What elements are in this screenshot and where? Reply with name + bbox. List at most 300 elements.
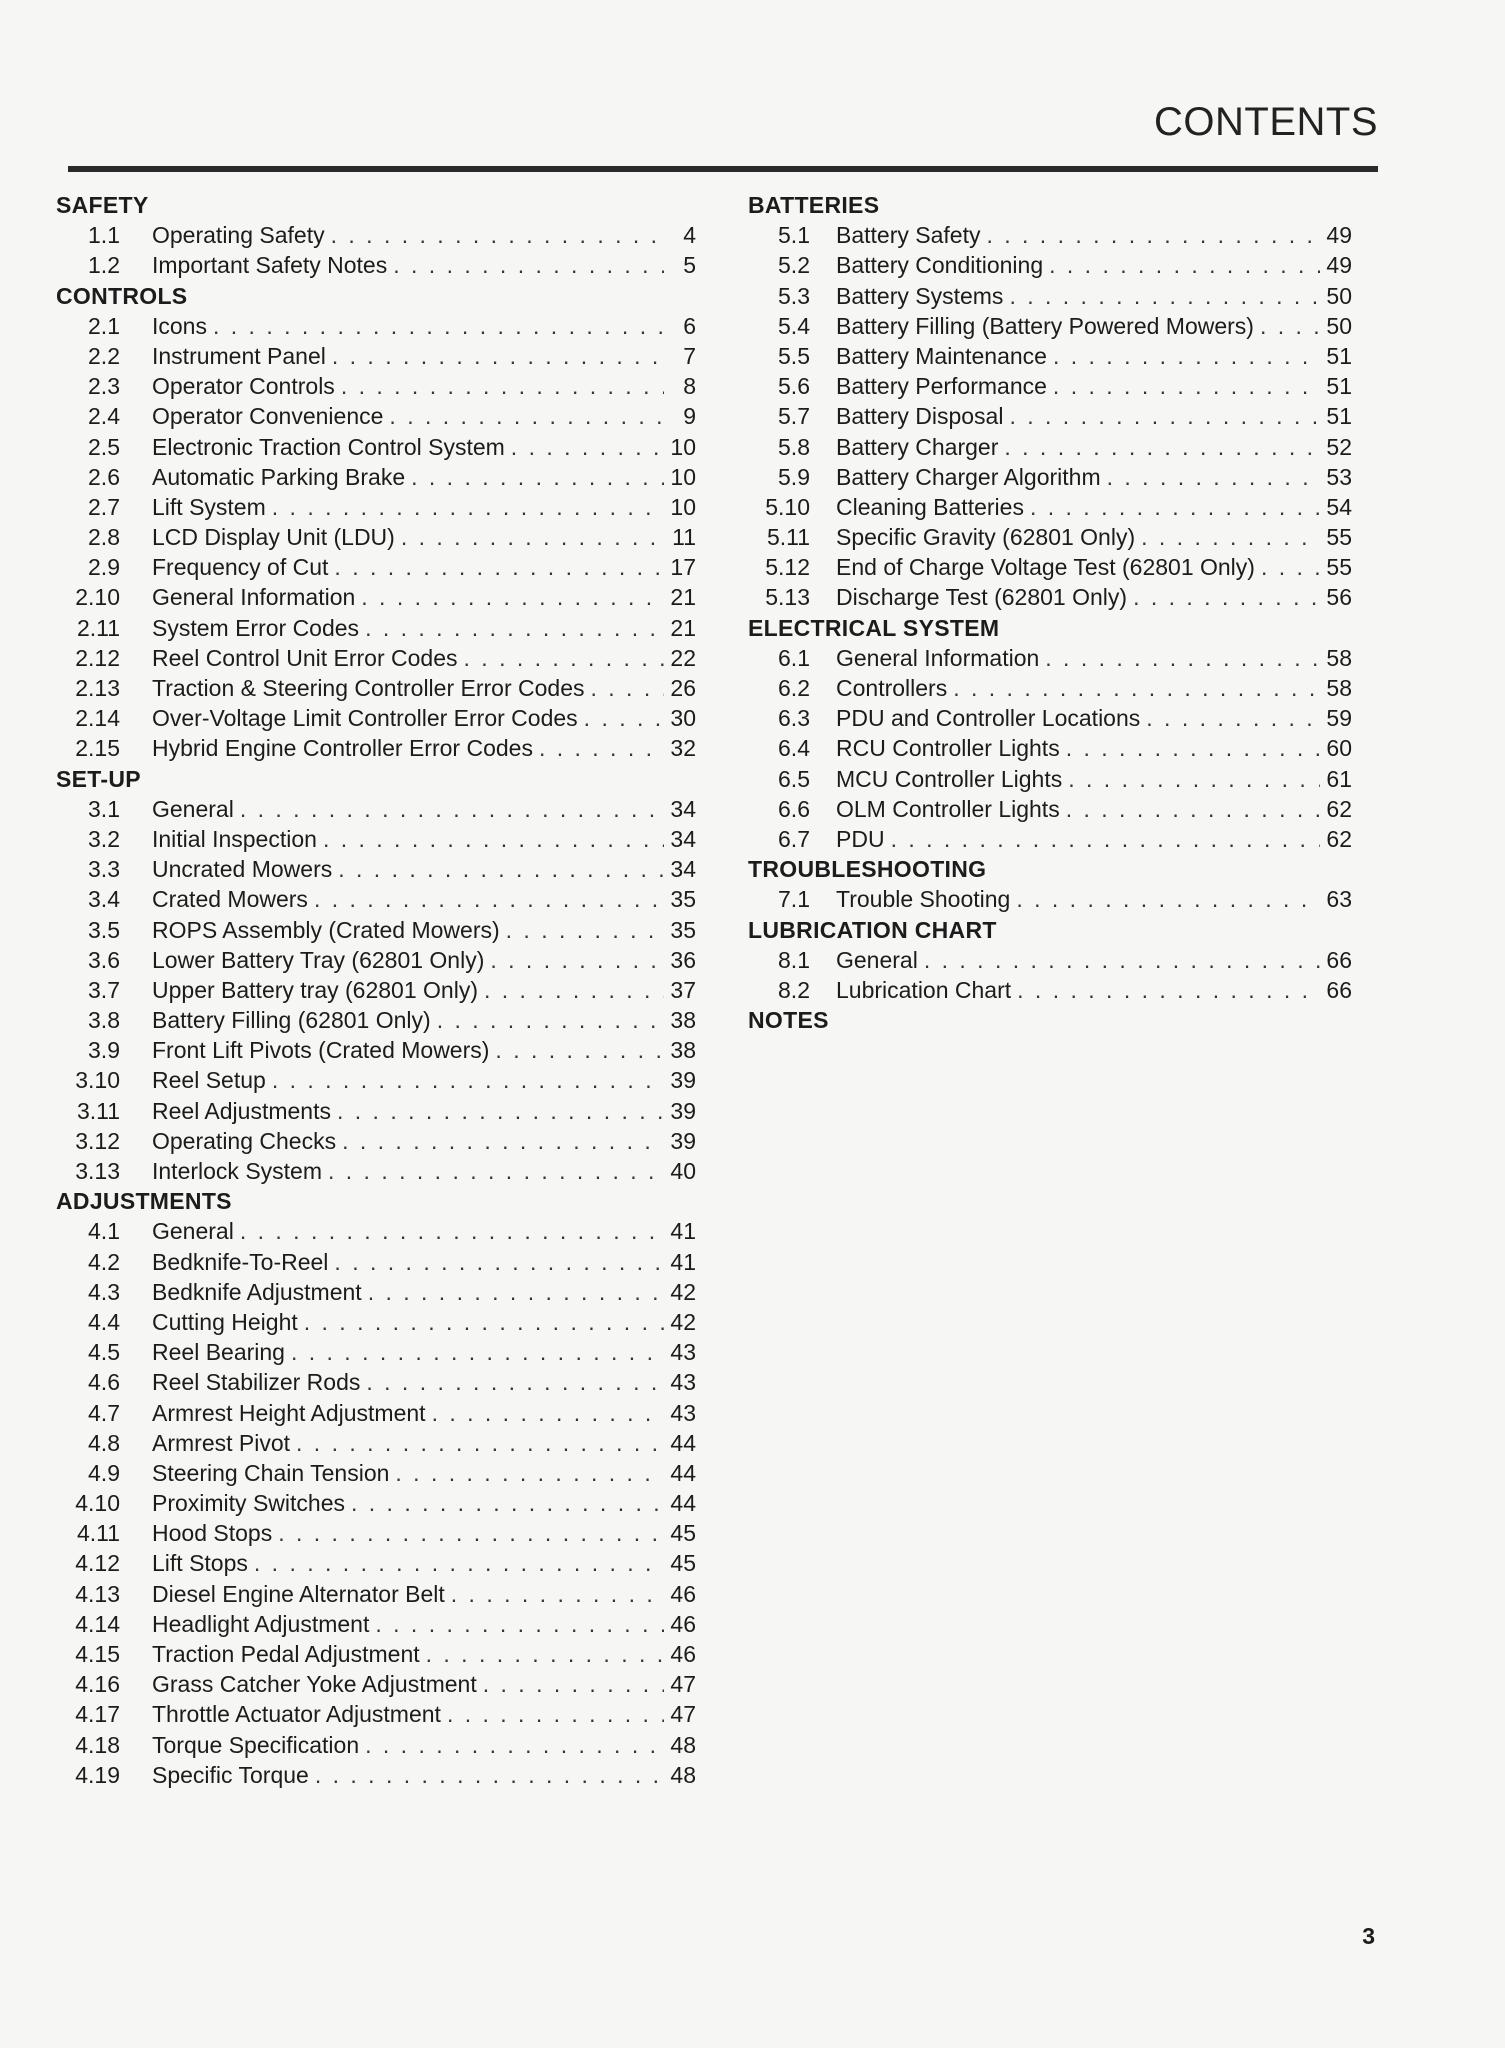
toc-entry[interactable] — [748, 220, 1352, 250]
entry-number: 4.3 — [88, 1278, 120, 1305]
dot-leader — [447, 1699, 664, 1729]
entry-number: 4.2 — [88, 1248, 120, 1275]
toc-entry[interactable] — [56, 915, 696, 945]
section-heading-adjustments[interactable]: ADJUSTMENTS — [56, 1188, 232, 1215]
entry-label: Battery Performance — [836, 373, 1047, 400]
dot-leader — [437, 1005, 664, 1035]
toc-entry[interactable] — [56, 1367, 696, 1397]
toc-entry[interactable] — [748, 733, 1352, 763]
dot-leader — [351, 1488, 664, 1518]
entry-page-number: 35 — [670, 886, 696, 913]
entry-page-number: 58 — [1326, 644, 1352, 671]
dot-leader — [953, 673, 1320, 703]
toc-entry[interactable] — [56, 1639, 696, 1669]
toc-entry[interactable] — [56, 1488, 696, 1518]
entry-label: Instrument Panel — [152, 342, 326, 369]
dot-leader — [296, 1428, 664, 1458]
toc-entry[interactable] — [56, 1609, 696, 1639]
section-heading-safety[interactable]: SAFETY — [56, 192, 149, 218]
entry-page-number: 10 — [670, 433, 696, 460]
entry-label: Interlock System — [152, 1158, 322, 1184]
toc-entry[interactable] — [56, 1337, 696, 1367]
entry-number: 4.17 — [75, 1701, 120, 1728]
entry-label: Trouble Shooting — [836, 886, 1011, 913]
entry-number: 2.15 — [75, 735, 120, 762]
entry-page-number: 39 — [670, 1097, 696, 1124]
toc-entry[interactable] — [748, 643, 1352, 673]
toc-entry[interactable] — [56, 1065, 696, 1095]
toc-entry[interactable] — [748, 432, 1352, 462]
entry-number: 7.1 — [778, 886, 810, 913]
entry-page-number: 6 — [683, 312, 696, 339]
entry-label: Traction Pedal Adjustment — [152, 1641, 420, 1667]
entry-number: 5.10 — [765, 493, 810, 520]
toc-entry[interactable] — [56, 1035, 696, 1065]
toc-entry[interactable] — [56, 643, 696, 673]
dot-leader — [272, 492, 664, 522]
toc-entry[interactable] — [748, 884, 1352, 914]
dot-leader — [342, 1126, 664, 1156]
entry-page-number: 59 — [1326, 705, 1352, 732]
entry-label: Cleaning Batteries — [836, 493, 1024, 520]
section-heading-notes[interactable]: NOTES — [748, 1007, 829, 1034]
entry-label: Icons — [152, 312, 207, 339]
toc-entry[interactable] — [56, 975, 696, 1005]
toc-entry[interactable] — [56, 703, 696, 733]
toc-entry[interactable] — [56, 733, 696, 763]
toc-entry[interactable] — [56, 522, 696, 552]
toc-entry[interactable] — [56, 1005, 696, 1035]
entry-label: Electronic Traction Control System — [152, 433, 505, 460]
dot-leader — [341, 371, 664, 401]
entry-label: Battery Disposal — [836, 403, 1004, 430]
entry-label: Battery Filling (62801 Only) — [152, 1007, 431, 1034]
entry-label: Reel Setup — [152, 1067, 266, 1094]
entry-label: Battery Charger Algorithm — [836, 463, 1101, 490]
entry-number: 2.12 — [75, 644, 120, 671]
toc-entry[interactable] — [56, 1458, 696, 1488]
entry-page-number: 40 — [670, 1158, 696, 1184]
entry-number: 1.2 — [88, 252, 120, 279]
dot-leader — [366, 1367, 664, 1397]
entry-page-number: 49 — [1326, 222, 1352, 249]
entry-label: Specific Torque — [152, 1761, 309, 1788]
toc-entry[interactable] — [56, 462, 696, 492]
entry-number: 3.6 — [88, 946, 120, 973]
entry-label: Headlight Adjustment — [152, 1610, 370, 1637]
entry-number: 6.3 — [778, 705, 810, 732]
entry-label: ROPS Assembly (Crated Mowers) — [152, 916, 500, 943]
toc-entry[interactable] — [748, 401, 1352, 431]
dot-leader — [240, 1216, 664, 1246]
dot-leader — [254, 1548, 664, 1578]
dot-leader — [1066, 794, 1320, 824]
dot-leader — [1053, 341, 1320, 371]
entry-label: Battery Filling (Battery Powered Mowers) — [836, 312, 1254, 339]
entry-number: 5.13 — [765, 584, 810, 611]
dot-leader — [395, 1458, 664, 1488]
dot-leader — [490, 945, 664, 975]
entry-page-number: 54 — [1326, 493, 1352, 520]
entry-label: MCU Controller Lights — [836, 765, 1063, 792]
toc-entry[interactable] — [748, 975, 1352, 1005]
entry-page-number: 42 — [670, 1308, 696, 1335]
entry-number: 4.1 — [88, 1218, 120, 1245]
toc-entry[interactable] — [56, 401, 696, 431]
toc-entry[interactable] — [56, 311, 696, 341]
toc-entry[interactable] — [56, 250, 696, 280]
entry-label: Traction & Steering Controller Error Codes — [152, 675, 585, 701]
toc-entry[interactable] — [56, 673, 696, 703]
toc-entry[interactable] — [748, 341, 1352, 371]
entry-number: 5.1 — [778, 222, 810, 249]
entry-number: 5.2 — [778, 252, 810, 279]
toc-entry[interactable] — [748, 582, 1352, 612]
entry-label: PDU — [836, 825, 885, 852]
entry-page-number: 43 — [670, 1369, 696, 1396]
dot-leader — [393, 250, 664, 280]
entry-page-number: 58 — [1326, 675, 1352, 701]
toc-entry[interactable] — [56, 1126, 696, 1156]
entry-number: 5.9 — [778, 463, 810, 490]
entry-number: 4.6 — [88, 1369, 120, 1396]
toc-entry[interactable] — [56, 1760, 696, 1790]
entry-number: 2.8 — [88, 524, 120, 551]
entry-number: 4.7 — [88, 1399, 120, 1426]
entry-number: 2.7 — [88, 493, 120, 520]
entry-page-number: 46 — [670, 1580, 696, 1607]
toc-entry[interactable] — [748, 552, 1352, 582]
dot-leader — [464, 643, 664, 673]
entry-label: Bedknife Adjustment — [152, 1278, 362, 1305]
entry-label: Specific Gravity (62801 Only) — [836, 524, 1136, 551]
entry-page-number: 63 — [1326, 886, 1352, 913]
toc-entry[interactable] — [748, 945, 1352, 975]
entry-page-number: 45 — [670, 1520, 696, 1547]
entry-page-number: 39 — [670, 1127, 696, 1154]
dot-leader — [213, 311, 664, 341]
dot-leader — [332, 341, 664, 371]
entry-page-number: 52 — [1326, 433, 1352, 460]
dot-leader — [483, 1669, 664, 1699]
dot-leader — [1045, 643, 1320, 673]
entry-number: 2.6 — [88, 463, 120, 490]
dot-leader — [891, 824, 1320, 854]
entry-page-number: 45 — [670, 1550, 696, 1577]
entry-label: Initial Inspection — [152, 825, 317, 852]
entry-page-number: 34 — [670, 825, 696, 852]
toc-entry[interactable] — [56, 1699, 696, 1729]
toc-entry[interactable] — [56, 1247, 696, 1277]
entry-number: 5.4 — [778, 312, 810, 339]
entry-label: Over-Voltage Limit Controller Error Codes — [152, 705, 578, 732]
entry-number: 3.11 — [76, 1097, 120, 1124]
toc-entry[interactable] — [56, 854, 696, 884]
dot-leader — [323, 824, 664, 854]
entry-label: Battery Conditioning — [836, 252, 1044, 279]
dot-leader — [1030, 492, 1320, 522]
entry-number: 3.12 — [75, 1127, 120, 1154]
toc-entry[interactable] — [56, 341, 696, 371]
entry-label: Lower Battery Tray (62801 Only) — [152, 946, 485, 973]
toc-entry[interactable] — [56, 492, 696, 522]
entry-number: 6.4 — [778, 735, 810, 762]
entry-label: Crated Mowers — [152, 886, 308, 913]
entry-number: 3.13 — [75, 1158, 120, 1184]
entry-number: 3.5 — [88, 916, 120, 943]
section-heading-electrical-system[interactable]: ELECTRICAL SYSTEM — [748, 614, 1000, 641]
entry-number: 5.7 — [778, 403, 810, 430]
entry-page-number: 44 — [670, 1429, 696, 1456]
toc-entry[interactable] — [56, 824, 696, 854]
toc-entry[interactable] — [56, 1398, 696, 1428]
entry-label: Upper Battery tray (62801 Only) — [152, 976, 478, 1003]
dot-leader — [240, 794, 664, 824]
entry-label: Lift System — [152, 493, 266, 520]
dot-leader — [334, 1247, 664, 1277]
entry-number: 2.11 — [76, 614, 120, 641]
toc-entry[interactable] — [56, 371, 696, 401]
entry-label: PDU and Controller Locations — [836, 705, 1141, 732]
toc-entry[interactable] — [56, 1277, 696, 1307]
toc-entry[interactable] — [56, 1096, 696, 1126]
entry-number: 5.5 — [778, 342, 810, 369]
entry-number: 2.9 — [88, 554, 120, 581]
entry-label: Diesel Engine Alternator Belt — [152, 1580, 445, 1607]
toc-entry[interactable] — [56, 884, 696, 914]
section-heading-batteries[interactable]: BATTERIES — [748, 192, 880, 218]
dot-leader — [304, 1307, 664, 1337]
entry-label: Reel Control Unit Error Codes — [152, 644, 458, 671]
toc-entry[interactable] — [56, 582, 696, 612]
entry-page-number: 62 — [1326, 795, 1352, 822]
toc-entry[interactable] — [56, 1579, 696, 1609]
entry-page-number: 41 — [670, 1218, 696, 1245]
entry-page-number: 44 — [670, 1459, 696, 1486]
entry-label: General — [836, 946, 918, 973]
dot-leader — [291, 1337, 664, 1367]
entry-page-number: 30 — [670, 705, 696, 732]
entry-page-number: 50 — [1326, 312, 1352, 339]
entry-page-number: 43 — [670, 1399, 696, 1426]
toc-entry[interactable] — [56, 1669, 696, 1699]
entry-page-number: 56 — [1326, 584, 1352, 611]
section-heading-set-up[interactable]: SET-UP — [56, 765, 141, 792]
entry-number: 6.6 — [778, 795, 810, 822]
toc-entry[interactable] — [748, 522, 1352, 552]
entry-page-number: 48 — [670, 1731, 696, 1758]
entry-label: Proximity Switches — [152, 1490, 345, 1517]
dot-leader — [365, 1730, 664, 1760]
entry-label: Battery Charger — [836, 433, 999, 460]
entry-number: 3.8 — [88, 1007, 120, 1034]
toc-entry[interactable] — [748, 673, 1352, 703]
dot-leader — [1133, 582, 1320, 612]
entry-number: 4.16 — [75, 1671, 120, 1698]
entry-number: 2.4 — [88, 403, 120, 430]
entry-page-number: 51 — [1326, 373, 1352, 400]
entry-page-number: 10 — [670, 493, 696, 520]
page-number: 3 — [1362, 1923, 1375, 1949]
entry-label: Front Lift Pivots (Crated Mowers) — [152, 1037, 490, 1064]
toc-entry[interactable] — [748, 824, 1352, 854]
section-heading-lubrication-chart[interactable]: LUBRICATION CHART — [748, 916, 997, 943]
entry-page-number: 60 — [1326, 735, 1352, 762]
entry-page-number: 17 — [670, 554, 696, 581]
dot-leader — [338, 854, 664, 884]
entry-number: 3.10 — [75, 1067, 120, 1094]
entry-label: General — [152, 1218, 234, 1245]
dot-leader — [337, 1096, 664, 1126]
toc-entry[interactable] — [56, 1307, 696, 1337]
dot-leader — [1017, 975, 1320, 1005]
dot-leader — [361, 582, 664, 612]
entry-label: End of Charge Voltage Test (62801 Only) — [836, 554, 1255, 581]
entry-page-number: 38 — [670, 1037, 696, 1064]
entry-number: 3.9 — [88, 1037, 120, 1064]
entry-number: 3.3 — [88, 856, 120, 883]
entry-label: Operator Convenience — [152, 403, 384, 430]
dot-leader — [401, 522, 664, 552]
dot-leader — [1053, 371, 1320, 401]
toc-entry[interactable] — [56, 613, 696, 643]
dot-leader — [539, 733, 664, 763]
toc-entry[interactable] — [56, 945, 696, 975]
toc-entry[interactable] — [56, 794, 696, 824]
toc-entry[interactable] — [748, 703, 1352, 733]
toc-entry[interactable] — [56, 1216, 696, 1246]
entry-label: Grass Catcher Yoke Adjustment — [152, 1671, 477, 1698]
entry-page-number: 46 — [670, 1641, 696, 1667]
entry-number: 2.3 — [88, 373, 120, 400]
toc-left-column — [56, 190, 696, 1790]
toc-entry[interactable] — [56, 552, 696, 582]
toc-entry[interactable] — [56, 1518, 696, 1548]
entry-number: 2.10 — [75, 584, 120, 611]
dot-leader — [328, 1156, 664, 1186]
entry-page-number: 35 — [670, 916, 696, 943]
dot-leader — [368, 1277, 664, 1307]
toc-entry[interactable] — [748, 764, 1352, 794]
entry-page-number: 22 — [670, 644, 696, 671]
entry-page-number: 34 — [670, 856, 696, 883]
entry-label: Lubrication Chart — [836, 976, 1012, 1003]
dot-leader — [1260, 311, 1320, 341]
toc-entry[interactable] — [748, 311, 1352, 341]
entry-label: OLM Controller Lights — [836, 795, 1060, 822]
toc-entry[interactable] — [748, 250, 1352, 280]
header-rule — [68, 166, 1378, 172]
toc-entry[interactable] — [56, 1548, 696, 1578]
dot-leader — [1066, 733, 1320, 763]
entry-label: Steering Chain Tension — [152, 1459, 390, 1486]
dot-leader — [334, 552, 664, 582]
section-heading-troubleshooting[interactable]: TROUBLESHOOTING — [748, 856, 987, 883]
toc-entry[interactable] — [56, 220, 696, 250]
entry-number: 6.1 — [778, 644, 810, 671]
entry-number: 2.1 — [88, 312, 120, 339]
entry-page-number: 38 — [670, 1007, 696, 1034]
dot-leader — [1068, 764, 1320, 794]
entry-number: 5.8 — [778, 433, 810, 460]
toc-entry[interactable] — [56, 1730, 696, 1760]
toc-entry[interactable] — [748, 462, 1352, 492]
entry-label: Bedknife-To-Reel — [152, 1248, 329, 1275]
entry-page-number: 66 — [1326, 976, 1352, 1003]
toc-entry[interactable] — [748, 371, 1352, 401]
entry-number: 4.14 — [75, 1610, 120, 1637]
entry-number: 4.12 — [75, 1550, 120, 1577]
entry-label: Battery Systems — [836, 282, 1004, 309]
entry-page-number: 51 — [1326, 342, 1352, 369]
entry-number: 3.2 — [88, 825, 120, 852]
dot-leader — [1261, 552, 1320, 582]
entry-page-number: 48 — [670, 1761, 696, 1788]
entry-label: Torque Specification — [152, 1731, 360, 1758]
entry-page-number: 26 — [670, 675, 696, 701]
toc-entry[interactable] — [56, 1428, 696, 1458]
entry-number: 5.6 — [778, 373, 810, 400]
entry-page-number: 37 — [670, 976, 696, 1003]
toc-entry[interactable] — [748, 281, 1352, 311]
dot-leader — [315, 1760, 664, 1790]
entry-number: 8.1 — [778, 946, 810, 973]
dot-leader — [584, 703, 664, 733]
entry-page-number: 41 — [670, 1248, 696, 1275]
dot-leader — [278, 1518, 664, 1548]
entry-label: System Error Codes — [152, 614, 360, 641]
dot-leader — [924, 945, 1320, 975]
entry-number: 1.1 — [88, 222, 120, 249]
entry-page-number: 42 — [670, 1278, 696, 1305]
page-title: CONTENTS — [1154, 100, 1378, 144]
entry-label: RCU Controller Lights — [836, 735, 1060, 762]
toc-entry[interactable] — [748, 794, 1352, 824]
entry-number: 3.7 — [88, 976, 120, 1003]
entry-number: 2.14 — [75, 705, 120, 732]
entry-page-number: 5 — [683, 252, 696, 279]
entry-page-number: 46 — [670, 1610, 696, 1637]
toc-entry[interactable] — [56, 432, 696, 462]
entry-page-number: 55 — [1326, 554, 1352, 581]
entry-number: 6.7 — [778, 825, 810, 852]
entry-number: 3.4 — [88, 886, 120, 913]
entry-number: 4.5 — [88, 1339, 120, 1366]
entry-label: Reel Bearing — [152, 1339, 285, 1366]
entry-page-number: 34 — [670, 795, 696, 822]
entry-number: 2.5 — [88, 433, 120, 460]
entry-number: 4.9 — [88, 1459, 120, 1486]
entry-number: 6.5 — [778, 765, 810, 792]
dot-leader — [1009, 401, 1320, 431]
entry-label: General Information — [836, 644, 1040, 671]
entry-number: 5.11 — [766, 524, 810, 551]
entry-label: Battery Safety — [836, 222, 981, 249]
entry-number: 4.13 — [75, 1580, 120, 1607]
toc-entry[interactable] — [748, 492, 1352, 522]
entry-page-number: 4 — [683, 222, 696, 249]
section-heading-controls[interactable]: CONTROLS — [56, 282, 188, 309]
entry-page-number: 43 — [670, 1339, 696, 1366]
entry-number: 4.8 — [88, 1429, 120, 1456]
dot-leader — [1107, 462, 1320, 492]
entry-label: Hybrid Engine Controller Error Codes — [152, 735, 533, 762]
toc-entry[interactable] — [56, 1156, 696, 1186]
entry-number: 4.19 — [75, 1761, 120, 1788]
entry-page-number: 47 — [670, 1701, 696, 1728]
entry-label: Hood Stops — [152, 1520, 273, 1547]
entry-page-number: 50 — [1326, 282, 1352, 309]
